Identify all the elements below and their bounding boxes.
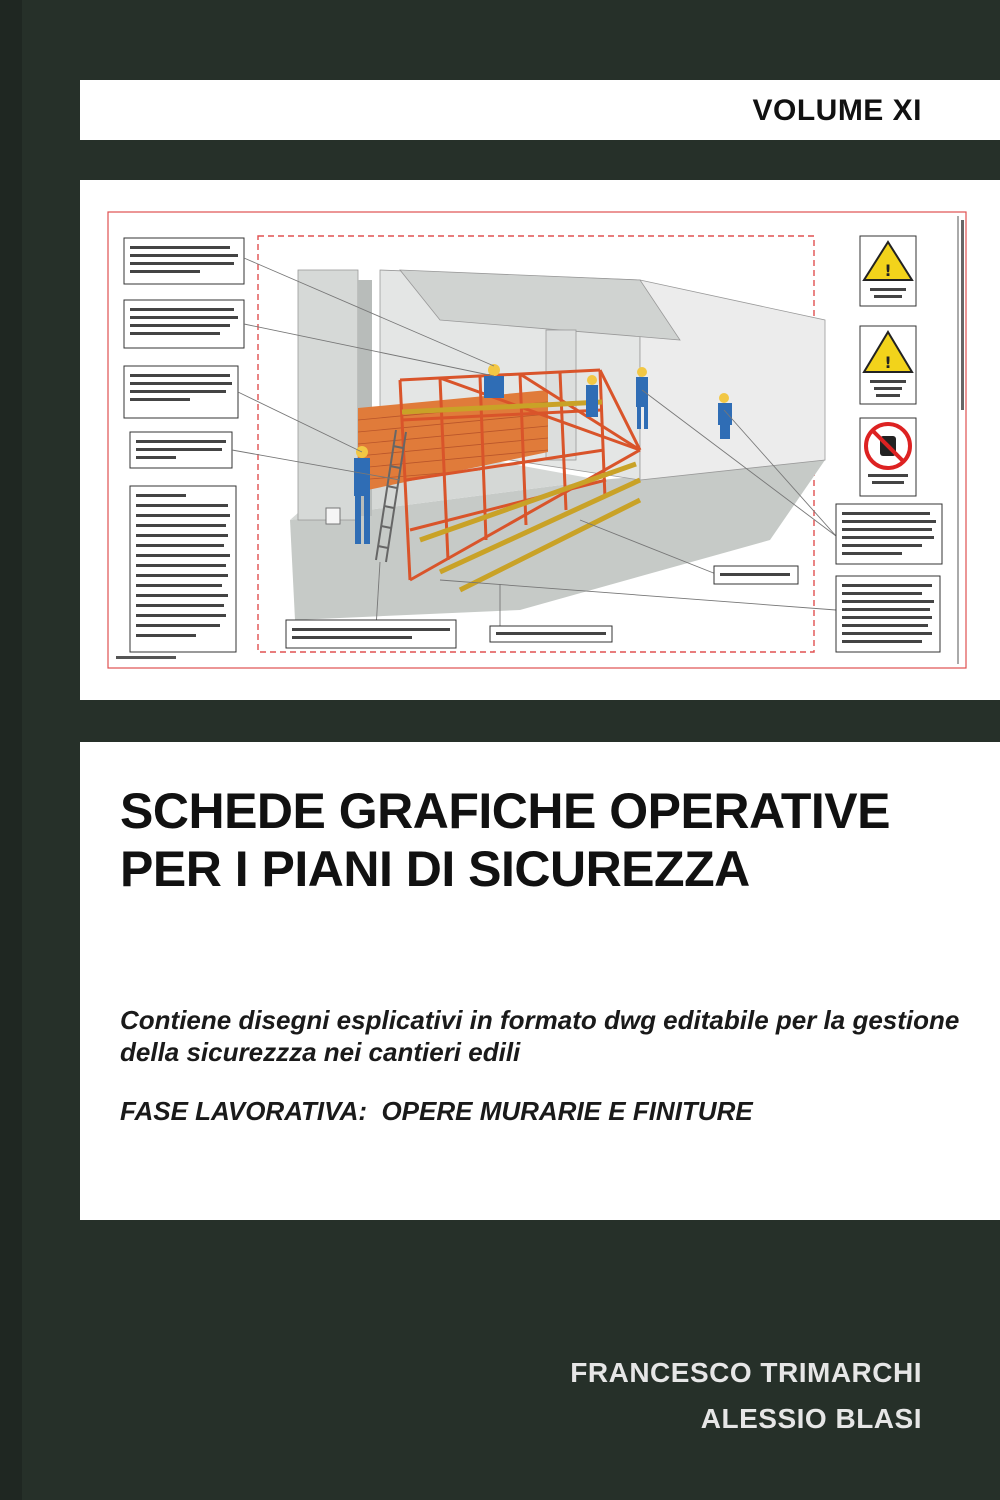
book-subtitle: Contiene disegni esplicativi in formato dwg editabile per la gestione della sicurezzza nei cantieri edili [120, 1005, 960, 1067]
spine-strip [0, 0, 22, 1500]
safety-signs [860, 236, 916, 496]
author-2: ALESSIO BLASI [700, 1403, 922, 1434]
book-title [120, 782, 980, 898]
title-panel [80, 742, 1000, 1220]
volume-band [80, 80, 1000, 140]
svg-text:!: ! [884, 353, 892, 372]
authors [570, 1350, 922, 1442]
technical-drawing-panel [80, 180, 1000, 700]
work-phase: FASE LAVORATIVA: OPERE MURARIE E FINITURE [120, 1096, 753, 1126]
book-title-line-1: SCHEDE GRAFICHE OPERATIVE [120, 783, 890, 839]
book-title-line-2: PER I PIANI DI SICUREZZA [120, 841, 750, 897]
author-1: FRANCESCO TRIMARCHI [570, 1357, 922, 1388]
volume-label: VOLUME XI [752, 94, 922, 127]
svg-text:!: ! [884, 261, 892, 280]
safety-drawing [80, 180, 1000, 700]
